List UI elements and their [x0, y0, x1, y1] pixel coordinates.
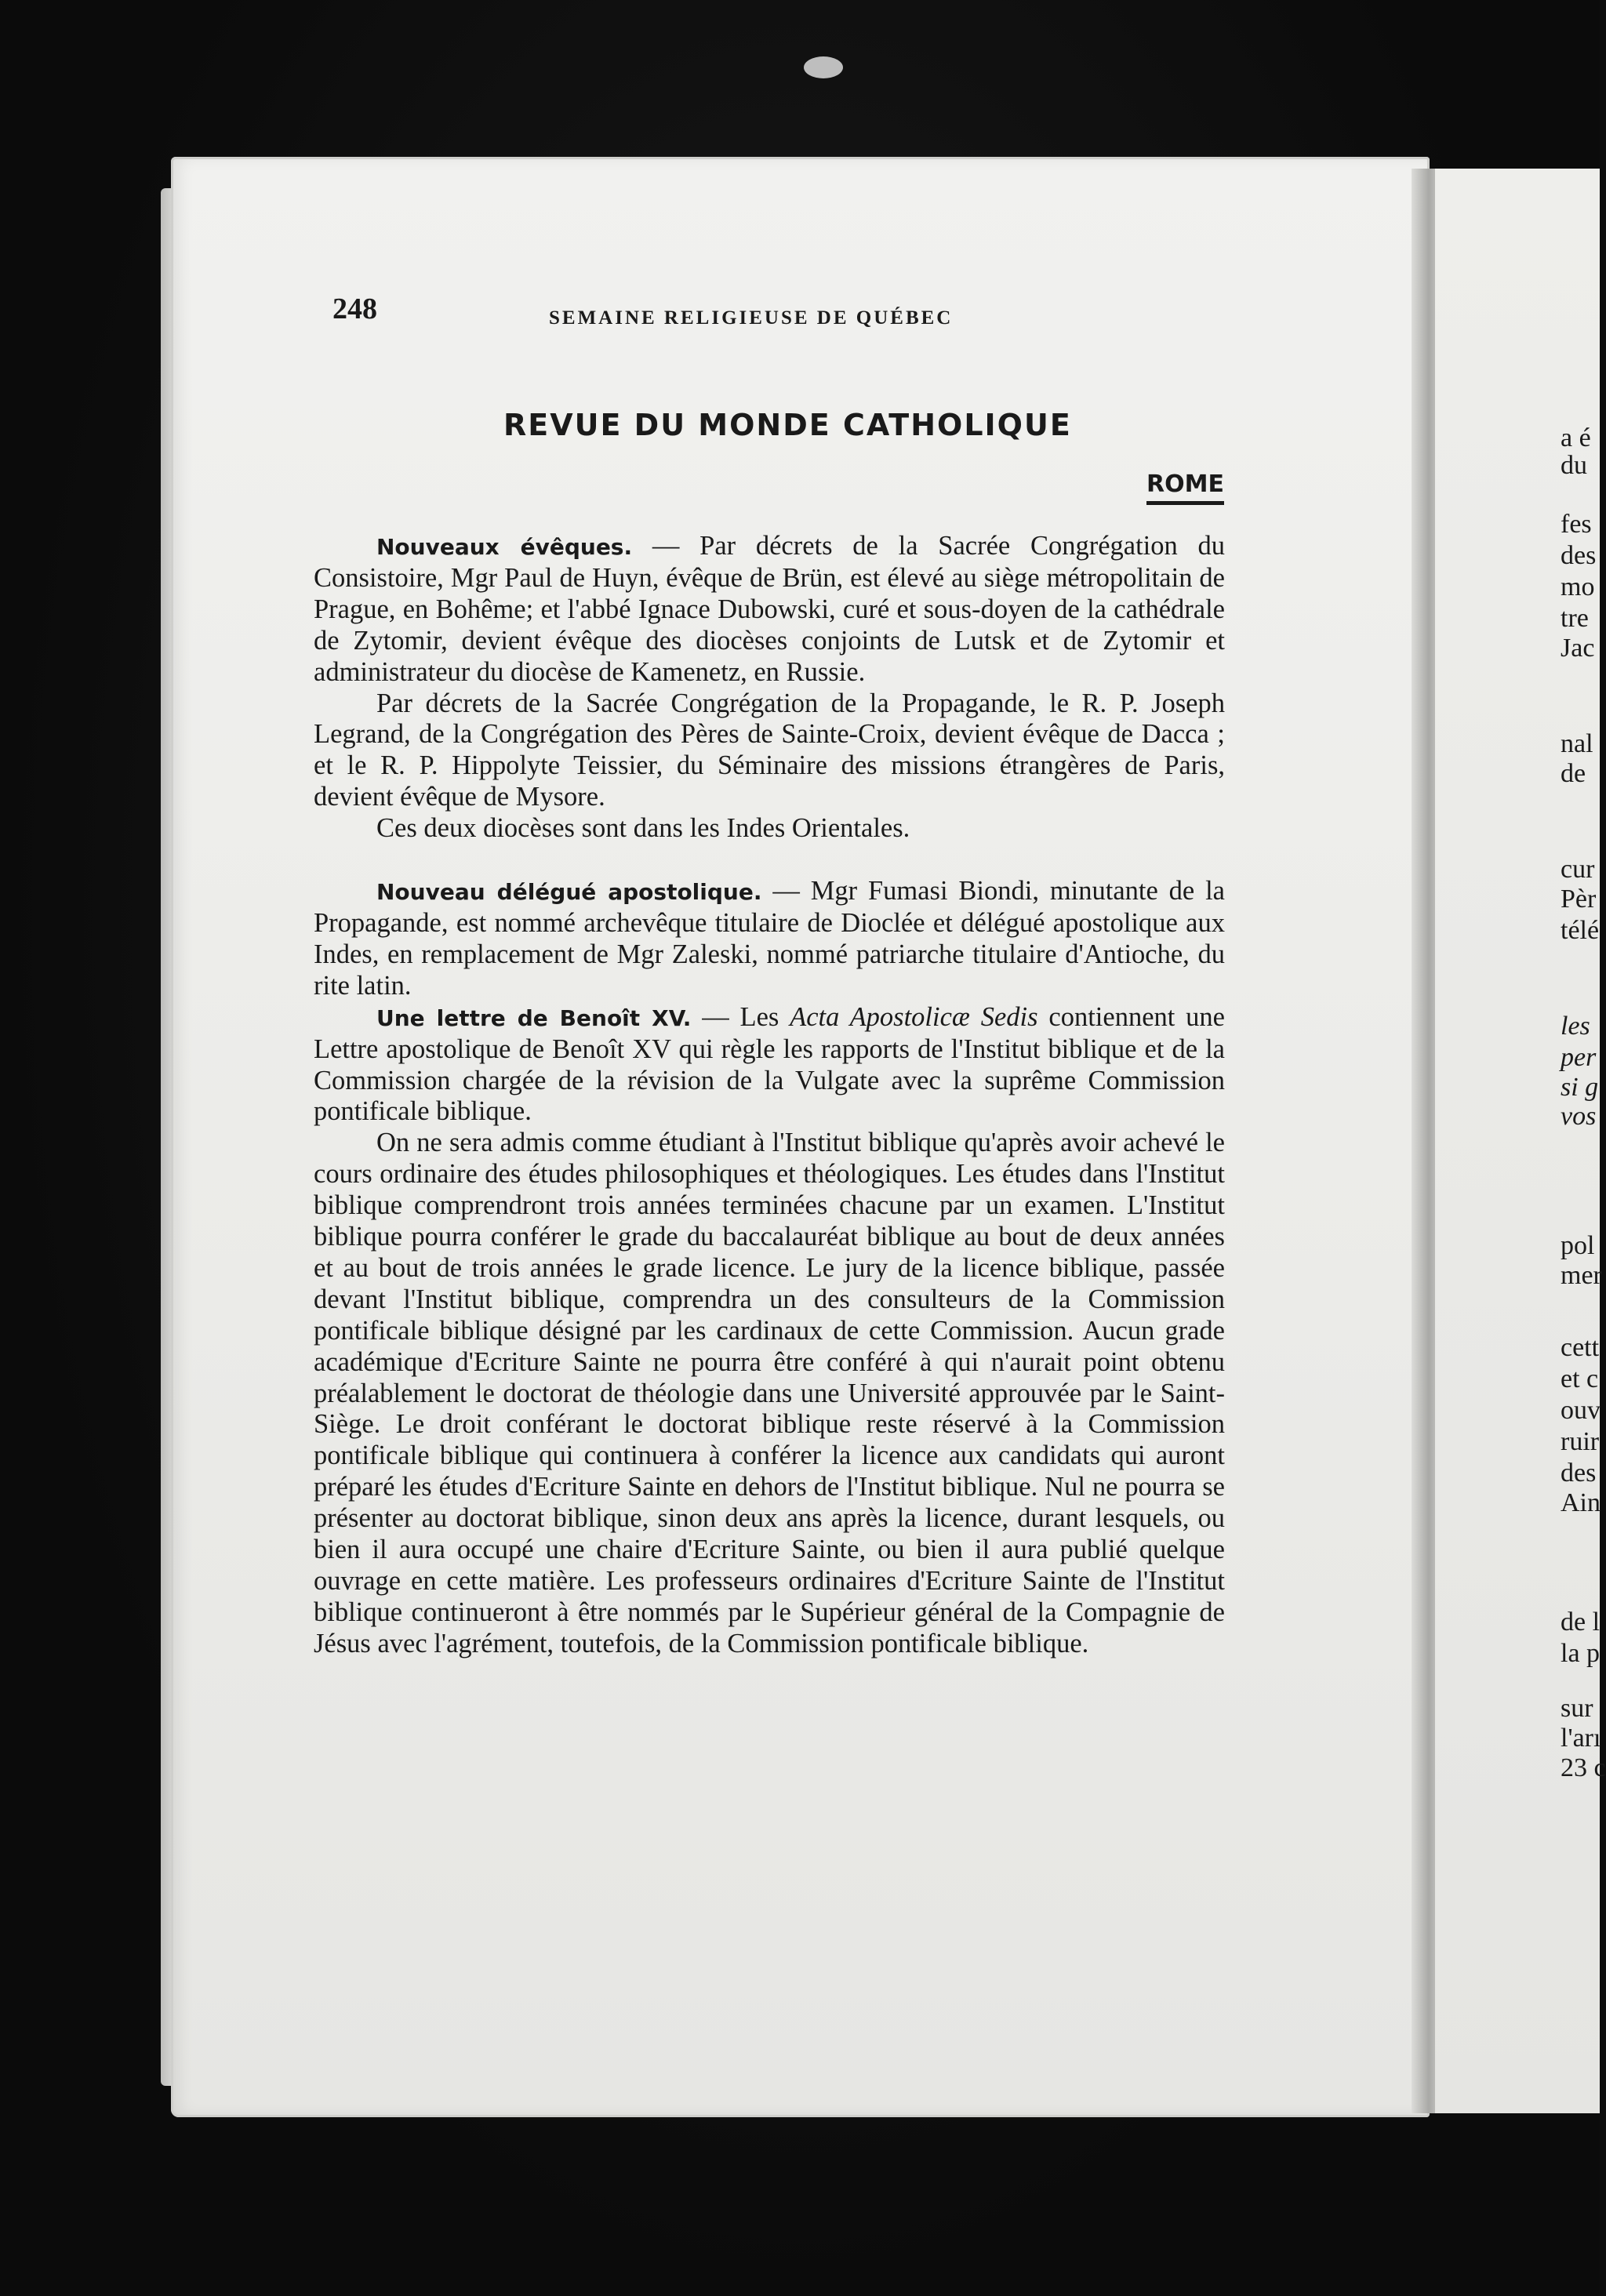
running-header: SEMAINE RELIGIEUSE DE QUÉBEC	[549, 307, 954, 329]
facing-page-fragment: des	[1561, 1459, 1597, 1488]
facing-page-fragment: de l	[1561, 1608, 1601, 1637]
facing-page-fragment: 23 c	[1561, 1753, 1606, 1782]
paragraph-text: contiennent une Lettre apostolique de Benoît XV qui règle les rapports de l'Institut biblique et de la Commission chargée de la révision de la Vulgate avec la suprême Commission pontificale biblique.	[314, 1001, 1225, 1127]
paragraph	[314, 1002, 1225, 1128]
facing-page-fragment: Jac	[1561, 634, 1595, 663]
facing-page-fragment: mer	[1561, 1261, 1602, 1290]
paragraph	[314, 813, 1225, 845]
facing-page-fragment: vos	[1561, 1102, 1597, 1131]
facing-page-fragment: si g	[1561, 1073, 1599, 1102]
paragraph-text: Par décrets de la Sacrée Congrégation de la Propagande, le R. P. Joseph Legrand, de la Congrégation des Pères de Sainte-Croix, devient évêque de Dacca ; et le R. P. Hippolyte Teissier, du Séminaire des missions étrangères de Paris, devient évêque de Mysore.	[314, 688, 1225, 812]
facing-page-fragment: sur	[1561, 1694, 1593, 1723]
paragraph-text: — Par décrets de la Sacrée Congrégation du Consistoire, Mgr Paul de Huyn, évêque de Brün, est élevé au siège métropolitain de Prague, en Bohême; et l'abbé Ignace Dubowski, curé et sous-doyen de la cathédrale de Zytomir, devient évêque des diocèses conjoints de Lutsk et de Zytomir et administrateur du diocèse de Kamenetz, en Russie.	[314, 531, 1225, 687]
paragraph	[314, 531, 1225, 688]
facing-page-fragment: les	[1561, 1012, 1590, 1041]
facing-page-fragment: pol	[1561, 1231, 1595, 1260]
paragraph-lead: Nouveaux évêques.	[376, 534, 633, 560]
paragraph-gap	[314, 845, 1225, 876]
subsection-heading: ROME	[1146, 470, 1224, 505]
paragraph-text: On ne sera admis comme étudiant à l'Institut biblique qu'après avoir achevé le cours ordinaire des études philosophiques et théologiques. Les études dans l'Institut biblique comprendront trois années terminées chacune par un examen. L'Institut biblique pourra conférer le grade du baccalauréat biblique au bout de deux années et au bout de trois années le grade licence. Le jury de la licence biblique, passée devant l'Institut biblique, comprendra un des consulteurs de la Commission pontificale biblique désigné par les cardinaux de cette Commission. Aucun grade académique d'Ecriture Sainte ne pourra être conféré à qui n'aurait point obtenu préalablement le doctorat de théologie dans une Université approuvée par le Saint-Siège. Le droit conférant le doctorat biblique reste réservé à la Commission pontificale biblique qui continuera à conférer la licence aux candidats qui auront préparé les études d'Ecriture Sainte en dehors de l'Institut biblique. Nul ne pourra se présenter au doctorat biblique, sinon deux ans après la licence, durant lesquels, ou bien il aura occupé une chaire d'Ecriture Sainte, ou bien il aura publié quelque ouvrage en cette matière. Les professeurs ordinaires d'Ecriture Sainte de l'Institut biblique continueront à être nommés par le Supérieur général de la Compagnie de Jésus avec l'agrément, toutefois, de la Commission pontificale biblique.	[314, 1128, 1225, 1658]
facing-page-fragment: et c	[1561, 1364, 1599, 1393]
facing-page-fragment: télé	[1561, 916, 1600, 945]
facing-page	[1435, 169, 1606, 2113]
paragraph	[314, 1128, 1225, 1659]
facing-page-fragment: des	[1561, 541, 1597, 570]
facing-page-fragment: l'arı	[1561, 1724, 1601, 1753]
facing-page-fragment: de	[1561, 759, 1586, 788]
facing-page-fragment: ruir	[1561, 1427, 1600, 1456]
paragraph	[314, 876, 1225, 1002]
facing-page-fragment: mo	[1561, 572, 1595, 601]
facing-page-fragment: du	[1561, 451, 1587, 480]
facing-page-fragment: cett	[1561, 1333, 1600, 1362]
facing-page-fragment: cur	[1561, 855, 1595, 884]
paragraph	[314, 688, 1225, 814]
section-title: REVUE DU MONDE CATHOLIQUE	[503, 408, 1072, 442]
page-number: 248	[332, 292, 377, 325]
facing-page-fragment: tre	[1561, 604, 1589, 633]
facing-page-fragment: fes	[1561, 510, 1592, 539]
facing-page-fragment: la p	[1561, 1639, 1601, 1668]
facing-page-fragment: Ain	[1561, 1488, 1601, 1517]
italic-title: Acta Apostolicæ Sedis	[790, 1001, 1038, 1032]
paragraph-lead: Une lettre de Benoît XV.	[376, 1004, 692, 1031]
paragraph-text: — Mgr Fumasi Biondi, minutante de la Propagande, est nommé archevêque titulaire de Dioclée et délégué apostolique aux Indes, en remplacement de Mgr Zaleski, nommé patriarche titulaire d'Antioche, du rite latin.	[314, 876, 1225, 1001]
facing-page-fragment: per	[1561, 1043, 1597, 1072]
facing-page-fragment: ouv	[1561, 1396, 1601, 1425]
facing-page-fragment: a é	[1561, 423, 1591, 452]
facing-page-fragment: Pèr	[1561, 885, 1597, 914]
paragraph-text: — Les	[691, 1001, 790, 1032]
dust-speck	[804, 56, 843, 78]
facing-page-fragment: nal	[1561, 729, 1593, 758]
paragraph-text: Ces deux diocèses sont dans les Indes Orientales.	[376, 813, 910, 844]
article-body	[314, 531, 1225, 1660]
paragraph-lead: Nouveau délégué apostolique.	[376, 879, 762, 906]
